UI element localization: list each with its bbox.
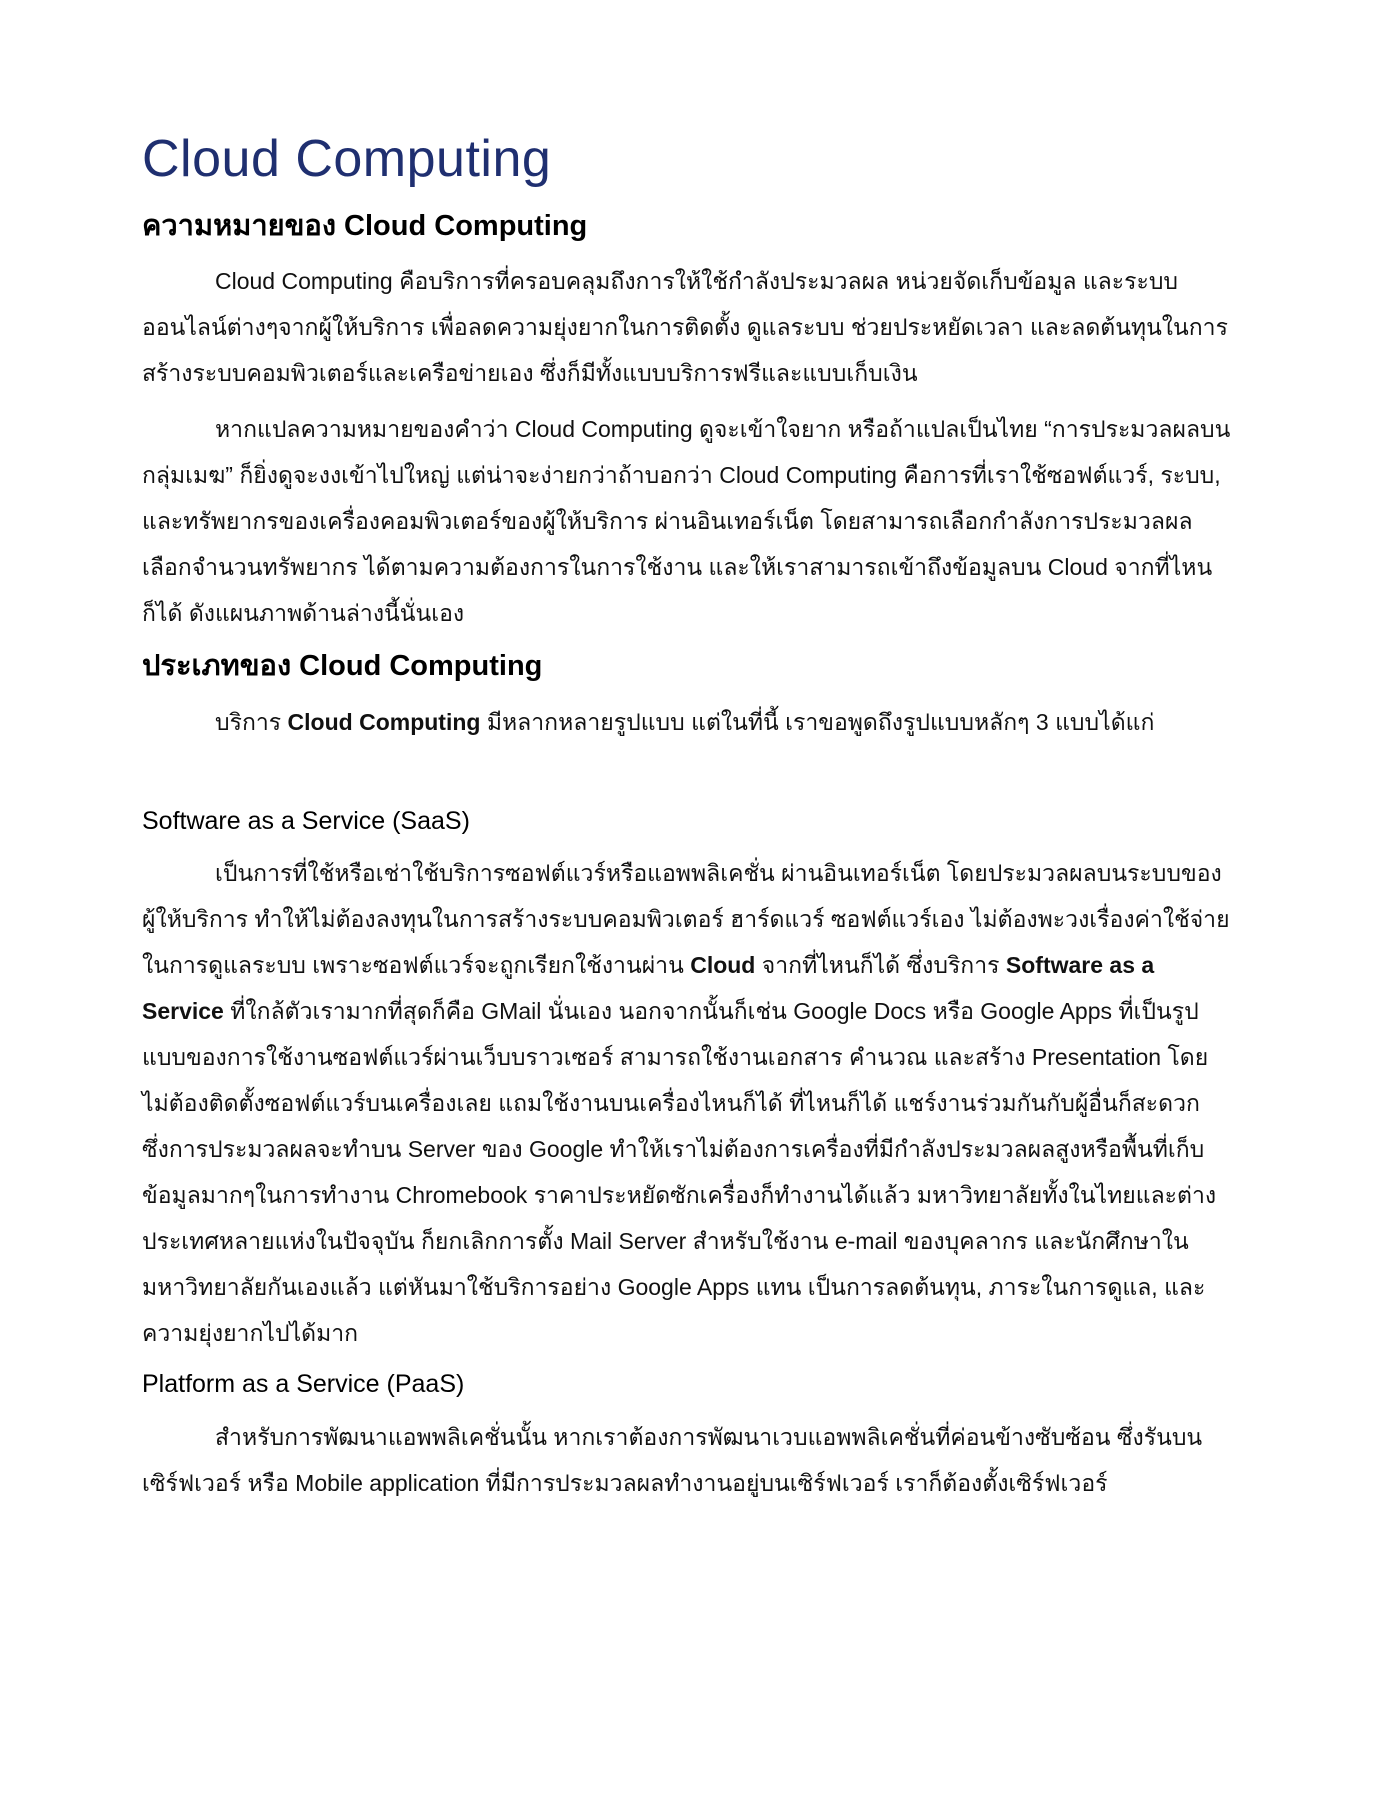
paragraph-translation: หากแปลความหมายของคำว่า Cloud Computing ดูจะเข้าใจยาก หรือถ้าแปลเป็นไทย “การประมวลผลบนกลุ่มเมฆ” ก็ยิ่งดูจะงงเข้าไปใหญ่ แต่น่าจะง่ายกว่าถ้าบอกว่า Cloud Computing คือการที่เราใช้ซอฟต์แวร์, ระบบ, และทรัพยากรของเครื่องคอมพิวเตอร์ของผู้ให้บริการ ผ่านอินเทอร์เน็ต โดยสามารถเลือกกำลังการประมวลผล เลือกจำนวนทรัพยากร ได้ตามความต้องการในการใช้งาน และให้เราสามารถเข้าถึงข้อมูลบน Cloud จากที่ไหนก็ได้ ดังแผนภาพด้านล่างนี้นั่นเอง bbox=[142, 416, 1231, 627]
paragraph-definition: Cloud Computing คือบริการที่ครอบคลุมถึงการให้ใช้กำลังประมวลผล หน่วยจัดเก็บข้อมูล และระบบออนไลน์ต่างๆจากผู้ให้บริการ เพื่อลดความยุ่งยากในการติดตั้ง ดูแลระบบ ช่วยประหยัดเวลา และลดต้นทุนในการสร้างระบบคอมพิวเตอร์และเครือข่ายเอง ซึ่งก็มีทั้งแบบบริการฟรีและแบบเก็บเงิน bbox=[142, 268, 1228, 387]
paragraph-paas: สำหรับการพัฒนาแอพพลิเคชั่นนั้น หากเราต้องการพัฒนาเวบแอพพลิเคชั่นที่ค่อนข้างซับซ้อน ซึ่งรันบนเซิร์ฟเวอร์ หรือ Mobile application ที่มีการประมวลผลทำงานอยู่บนเซิร์ฟเวอร์ เราก็ต้องตั้งเซิร์ฟเวอร์ bbox=[142, 1423, 1203, 1496]
subheading-paas: Platform as a Service (PaaS) bbox=[142, 1370, 465, 1399]
text-run: มีหลากหลายรูปแบบ แต่ในที่นี้ เราขอพูดถึงรูปแบบหลักๆ 3 แบบได้แก่ bbox=[480, 708, 1155, 735]
paragraph-saas bbox=[142, 850, 1231, 1356]
text-run-bold: Cloud bbox=[690, 952, 756, 979]
heading-types-of-cloud-computing: ประเภทของ Cloud Computing bbox=[142, 650, 543, 683]
subheading-saas: Software as a Service (SaaS) bbox=[142, 806, 470, 835]
text-run-bold: Cloud Computing bbox=[287, 708, 481, 735]
text-run: เป็นการที่ใช้หรือเช่าใช้บริการซอฟต์แวร์หรือแอพพลิเคชั่น ผ่านอินเทอร์เน็ต โดยประมวลผลบนระบบของผู้ให้บริการ ทำให้ไม่ต้องลงทุนในการสร้างระบบคอมพิวเตอร์ ฮาร์ดแวร์ ซอฟต์แวร์เอง ไม่ต้องพะวงเรื่องค่าใช้จ่ายในการดูแลระบบ เพราะซอฟต์แวร์จะถูกเรียกใช้งานผ่าน bbox=[142, 860, 1230, 979]
text-run: จากที่ไหนก็ได้ ซึ่งบริการ bbox=[755, 952, 1006, 979]
document-title: Cloud Computing bbox=[142, 130, 552, 188]
text-run: บริการ bbox=[215, 708, 288, 735]
text-run: ที่ใกล้ตัวเรามากที่สุดก็คือ GMail นั่นเอง นอกจากนั้นก็เช่น Google Docs หรือ Google Apps ที่เป็นรูปแบบของการใช้งานซอฟต์แวร์ผ่านเว็บบราวเซอร์ สามารถใช้งานเอกสาร คำนวณ และสร้าง Presentation โดยไม่ต้องติดตั้งซอฟต์แวร์บนเครื่องเลย แถมใช้งานบนเครื่องไหนก็ได้ ที่ไหนก็ได้ แชร์งานร่วมกันกับผู้อื่นก็สะดวก ซึ่งการประมวลผลจะทำบน Server ของ Google ทำให้เราไม่ต้องการเครื่องที่มีกำลังประมวลผลสูงหรือพื้นที่เก็บข้อมูลมากๆในการทำงาน Chromebook ราคาประหยัดซักเครื่องก็ทำงานได้แล้ว มหาวิทยาลัยทั้งในไทยและต่างประเทศหลายแห่งในปัจจุบัน ก็ยกเลิกการตั้ง Mail Server สำหรับใช้งาน e-mail ของบุคลากร และนักศึกษาในมหาวิทยาลัยกันเองแล้ว แต่หันมาใช้บริการอย่าง Google Apps แทน เป็นการลดต้นทุน, ภาระในการดูแล, และความยุ่งยากไปได้มาก bbox=[142, 998, 1217, 1347]
text-run-bold: Software as a Service bbox=[142, 952, 1155, 1025]
paragraph-types-intro bbox=[142, 699, 1231, 745]
heading-meaning-of-cloud-computing: ความหมายของ Cloud Computing bbox=[142, 209, 588, 242]
